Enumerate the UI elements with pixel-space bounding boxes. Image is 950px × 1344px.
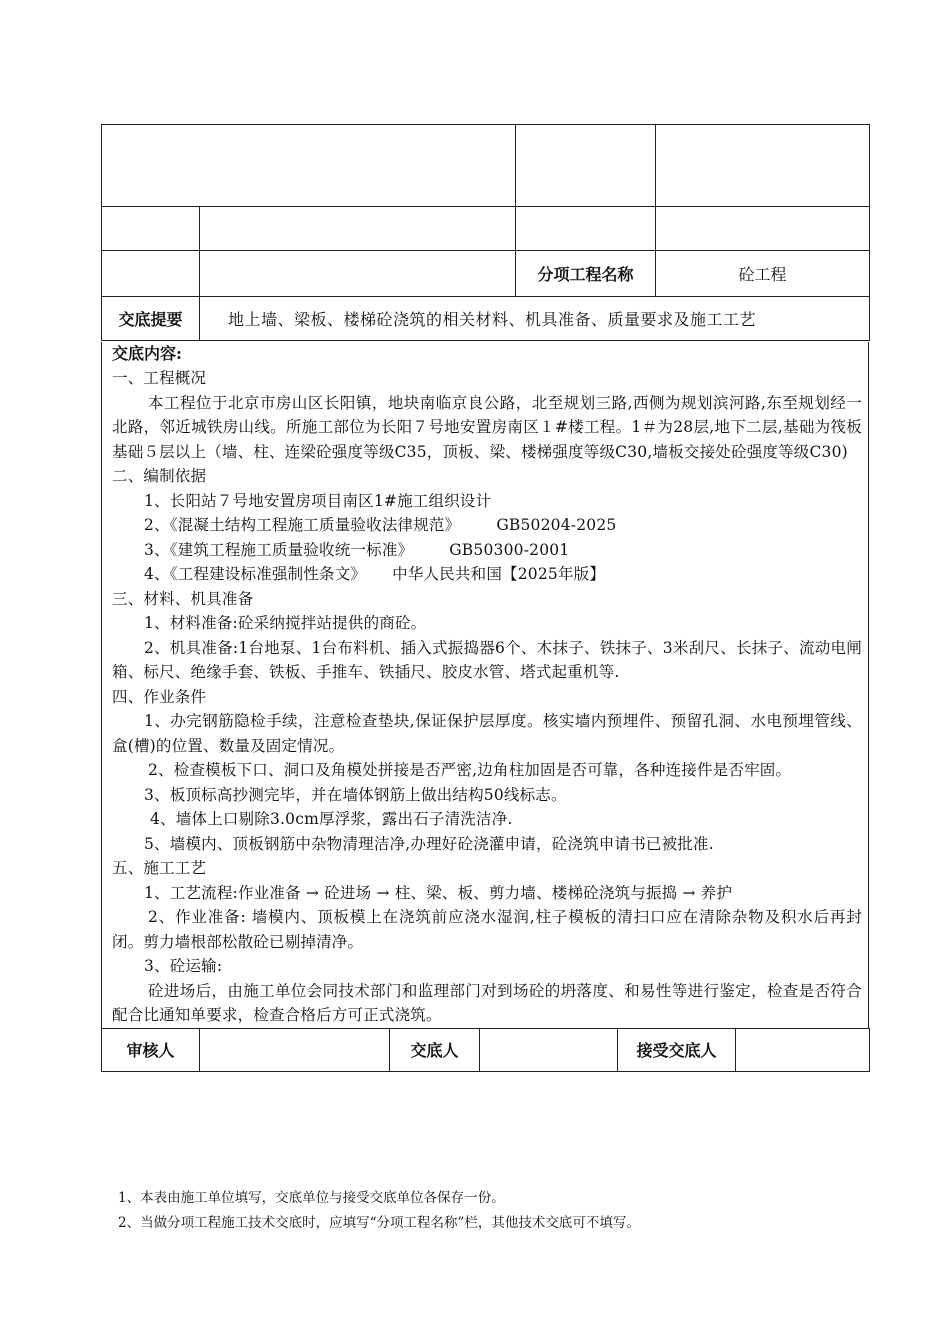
- sub-item-value[interactable]: 砼工程: [656, 251, 870, 297]
- reference-name: 3、《建筑工程施工质量验收统一标准》: [144, 540, 414, 559]
- discloser-label: 交底人: [390, 1028, 480, 1071]
- header-table: [101, 124, 870, 341]
- section-title-conditions: 四、作业条件: [112, 687, 207, 706]
- reference-name: 4、《工程建设标准强制性条文》: [144, 565, 367, 583]
- reference-name: 2、《混凝土结构工程施工质量验收法律规范》: [144, 516, 461, 534]
- summary-label: 交底提要: [102, 297, 200, 341]
- reference-item: [112, 513, 862, 538]
- receiver-label: 接受交底人: [618, 1028, 736, 1071]
- condition-item: 4、墙体上口剔除3.0cm厚浮浆，露出石子清洗洁净.: [150, 810, 513, 828]
- blank-cell-b[interactable]: [656, 125, 870, 207]
- signature-table: [101, 1028, 870, 1072]
- reference-item: [112, 562, 862, 587]
- summary-value[interactable]: 地上墙、梁板、楼梯砼浇筑的相关材料、机具准备、质量要求及施工工艺: [200, 297, 870, 341]
- condition-item: 5、墙模内、顶板钢筋中杂物清理洁净,办理好砼浇灌申请，砼浇筑申请书已被批准.: [144, 834, 714, 853]
- reference-item: [112, 538, 862, 563]
- blank-cell-project[interactable]: [102, 125, 516, 207]
- blank-cell-h[interactable]: [200, 251, 516, 297]
- process-item: 1、工艺流程:作业准备 → 砼进场 → 柱、梁、板、剪力墙、楼梯砼浇筑与振捣 → 养护: [144, 883, 733, 902]
- process-item: 3、砼运输:: [144, 957, 223, 975]
- materials-item: 1、材料准备:砼采纳搅拌站提供的商砼。: [144, 614, 427, 632]
- sub-item-label: 分项工程名称: [516, 251, 656, 297]
- reference-item: 1、长阳站７号地安置房项目南区1#施工组织设计: [144, 491, 492, 510]
- footnotes: [118, 1186, 640, 1236]
- footnote: 2、当做分项工程施工技术交底时，应填写“分项工程名称”栏，其他技术交底可不填写。: [118, 1215, 640, 1231]
- receiver-field[interactable]: [736, 1028, 870, 1071]
- reviewer-label: 审核人: [102, 1028, 200, 1071]
- process-item-body: 砼进场后，由施工单位会同技术部门和监理部门对到场砼的坍落度、和易性等进行鉴定，检查是否符合配合比通知单要求，检查合格后方可正式浇筑。: [112, 981, 862, 1024]
- section-title-materials: 三、材料、机具准备: [112, 589, 254, 608]
- content-section: [101, 342, 869, 1028]
- blank-cell-f[interactable]: [656, 207, 870, 251]
- condition-item: 3、板顶标高抄测完毕，并在墙体钢筋上做出结构50线标志。: [144, 785, 567, 804]
- overview-paragraph: 本工程位于北京市房山区长阳镇，地块南临京良公路，北至规划三路,西侧为规划滨河路,东至规划经一北路，邻近城铁房山线。所施工部位为长阳７号地安置房南区１#楼工程。1＃为28层,地下二层,基础为筏板基础５层以上（墙、柱、连梁砼强度等级C35，顶板、梁、楼梯强度等级C30,墙板交接处砼强度等级C30): [112, 393, 862, 461]
- condition-item: 1、办完钢筋隐检手续，注意检查垫块,保证保护层厚度。核实墙内预埋件、预留孔洞、水电预埋管线、盒(槽)的位置、数量及固定情况。: [112, 712, 862, 755]
- section-title-overview: 一、工程概况: [112, 369, 207, 387]
- blank-cell-g[interactable]: [102, 251, 200, 297]
- discloser-field[interactable]: [480, 1028, 618, 1071]
- disclosure-form: [101, 124, 869, 1072]
- section-title-process: 五、施工工艺: [112, 859, 207, 877]
- blank-cell-e[interactable]: [516, 207, 656, 251]
- footnote: 1、本表由施工单位填写，交底单位与接受交底单位各保存一份。: [118, 1190, 505, 1206]
- blank-cell-c[interactable]: [102, 207, 200, 251]
- equipment-item: 2、机具准备:1台地泵、1台布料机、插入式振捣器6个、木抹子、铁抹子、3米刮尺、长抹子、流动电闸箱、标尺、绝缘手套、铁板、手推车、铁插尺、胶皮水管、塔式起重机等.: [112, 638, 862, 681]
- process-item: 2、作业准备: 墙模内、顶板模上在浇筑前应浇水湿润,柱子模板的清扫口应在清除杂物及积水后再封闭。剪力墙根部松散砼已剔掉清净。: [112, 908, 862, 951]
- reviewer-field[interactable]: [200, 1028, 390, 1071]
- content-heading: 交底内容:: [112, 344, 182, 363]
- blank-cell-a[interactable]: [516, 125, 656, 207]
- reference-code: GB50300-2001: [449, 540, 570, 559]
- section-title-basis: 二、编制依据: [112, 467, 207, 485]
- condition-item: 2、检查模板下口、洞口及角模处拼接是否严密,边角柱加固是否可靠，各种连接件是否牢固。: [148, 761, 792, 779]
- reference-code: GB50204-2025: [496, 516, 617, 534]
- blank-cell-d[interactable]: [200, 207, 516, 251]
- reference-code: 中华人民共和国【2025年版】: [392, 565, 606, 583]
